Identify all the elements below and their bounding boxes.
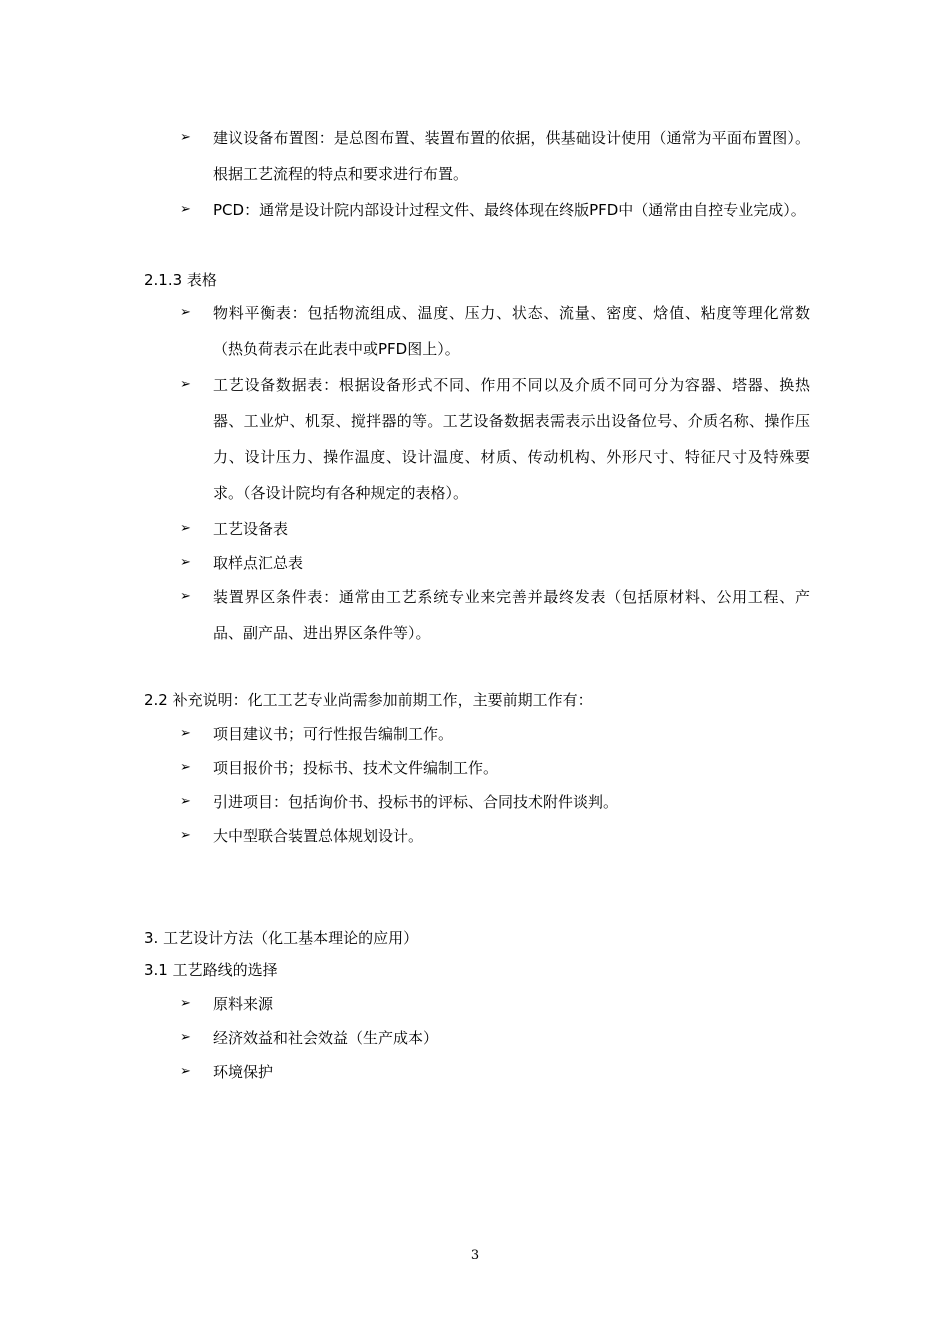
section-heading: 2.1.3 表格 bbox=[144, 271, 217, 289]
list-item-text: 装置界区条件表：通常由工艺系统专业来完善并最终发表（包括原材料、公用工程、产品、副产品、进出界区条件等）。 bbox=[213, 588, 810, 642]
page-number: 3 bbox=[470, 1248, 480, 1263]
bullet-arrow-icon: ➢ bbox=[180, 130, 191, 145]
bullet-arrow-icon: ➢ bbox=[180, 726, 191, 741]
section-heading: 3. 工艺设计方法（化工基本理论的应用） bbox=[144, 929, 419, 947]
list-item-text: 取样点汇总表 bbox=[213, 554, 304, 572]
list-item-text: PCD：通常是设计院内部设计过程文件、最终体现在终版PFD中（通常由自控专业完成）。 bbox=[213, 201, 806, 219]
bullet-arrow-icon: ➢ bbox=[180, 828, 191, 843]
list-item-text: 引进项目：包括询价书、投标书的评标、合同技术附件谈判。 bbox=[213, 793, 619, 811]
bullet-arrow-icon: ➢ bbox=[180, 377, 191, 392]
bullet-arrow-icon: ➢ bbox=[180, 589, 191, 604]
list-item-text: 工艺设备表 bbox=[213, 520, 289, 538]
bullet-arrow-icon: ➢ bbox=[180, 760, 191, 775]
bullet-arrow-icon: ➢ bbox=[180, 521, 191, 536]
bullet-arrow-icon: ➢ bbox=[180, 202, 191, 217]
list-item-text: 大中型联合装置总体规划设计。 bbox=[213, 827, 424, 845]
bullet-arrow-icon: ➢ bbox=[180, 996, 191, 1011]
section-heading: 3.1 工艺路线的选择 bbox=[144, 961, 278, 979]
section-heading: 2.2 补充说明：化工工艺专业尚需参加前期工作，主要前期工作有： bbox=[144, 691, 593, 709]
bullet-arrow-icon: ➢ bbox=[180, 555, 191, 570]
list-item-text: 环境保护 bbox=[213, 1063, 274, 1081]
bullet-arrow-icon: ➢ bbox=[180, 305, 191, 320]
list-item-text: 原料来源 bbox=[213, 995, 274, 1013]
list-item-text: 经济效益和社会效益（生产成本） bbox=[213, 1029, 439, 1047]
bullet-arrow-icon: ➢ bbox=[180, 1030, 191, 1045]
bullet-arrow-icon: ➢ bbox=[180, 1064, 191, 1079]
bullet-arrow-icon: ➢ bbox=[180, 794, 191, 809]
list-item-text: 物料平衡表：包括物流组成、温度、压力、状态、流量、密度、焓值、粘度等理化常数（热负荷表示在此表中或PFD图上）。 bbox=[213, 304, 810, 358]
list-item-text: 项目报价书；投标书、技术文件编制工作。 bbox=[213, 759, 499, 777]
list-item-text: 工艺设备数据表：根据设备形式不同、作用不同以及介质不同可分为容器、塔器、换热器、工业炉、机泵、搅拌器的等。工艺设备数据表需表示出设备位号、介质名称、操作压力、设计压力、操作温度、设计温度、材质、传动机构、外形尺寸、特征尺寸及特殊要求。（各设计院均有各种规定的表格）。 bbox=[213, 376, 810, 502]
list-item-text: 项目建议书；可行性报告编制工作。 bbox=[213, 725, 454, 743]
list-item-text: 建议设备布置图：是总图布置、装置布置的依据，供基础设计使用（通常为平面布置图）。根据工艺流程的特点和要求进行布置。 bbox=[213, 129, 810, 183]
